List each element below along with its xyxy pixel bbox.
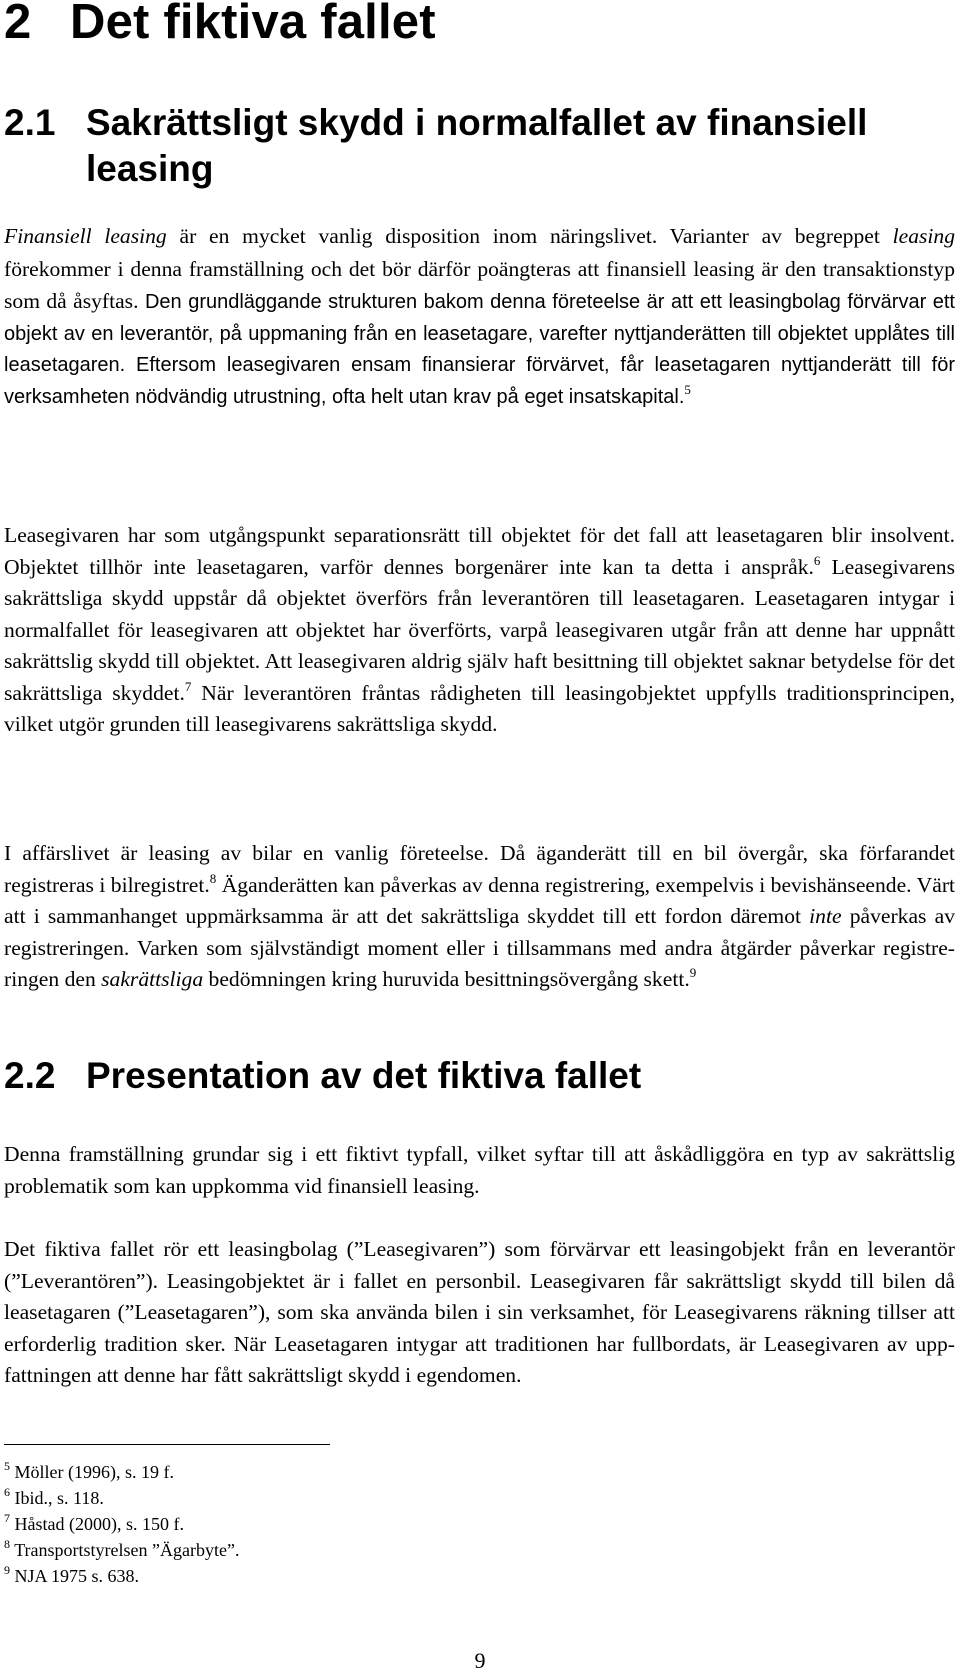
page-number: 9 [474,1648,486,1673]
footnote-ref-7: 7 [184,678,192,694]
term-leasing: leasing [892,224,955,248]
paragraph-2 [4,520,955,741]
paragraph-4: Denna framställning grundar sig i ett fiktivt typfall, vilket syftar till att åskådliggöra en typ av sakrättslig problematik som kan uppkomma vid finansiell leasing. [4,1142,955,1198]
paragraph-1 [4,221,955,413]
section-title: Presentation av det fiktiva fallet [86,1055,642,1096]
paragraph-3-text-a: I affärslivet är leasing av bilar en vanlig företeelse. Då äganderätt till en bil övergår, ska förfarandet registreras i bilregistret. [4,841,955,897]
footnote-7 [4,1511,184,1537]
footnote-number: 9 [4,1563,10,1577]
footnote-divider [4,1444,330,1445]
footnote-ref-5: 5 [684,381,691,397]
emphasis-sakrattsliga: sakrättsliga [101,967,204,991]
paragraph-1-text-a: är en mycket vanlig disposition inom näringslivet. Varianter av begreppet [166,224,893,248]
paragraph-3-text-d: bedömningen kring huruvida besittningsövergång skett. [203,967,690,991]
footnote-ref-8: 8 [209,870,217,886]
footnote-5 [4,1459,174,1485]
footnote-ref-6: 6 [813,552,821,568]
paragraph-2-text-c: När leverantören fråntas rådigheten till leasingobjektet uppfylls traditionsprincipen, vilket utgör grunden till leasegivarens sakrättsliga skydd. [4,680,955,736]
term-finansiell-leasing: Finansiell leasing [4,224,167,248]
footnote-number: 5 [4,1459,10,1473]
paragraph-1-text-b: förekommer i denna framställning och det bör därför poängteras att finansiell leasing är den transaktionstyp som då åsyftas. [4,256,955,313]
footnote-text: NJA 1975 s. 638. [14,1566,140,1586]
emphasis-inte: inte [809,904,842,928]
section-number: 2.1 [4,102,56,143]
footnote-number: 6 [4,1485,10,1499]
footnote-number: 8 [4,1537,10,1551]
footnote-9 [4,1563,139,1589]
footnote-8 [4,1537,239,1563]
chapter-heading [4,0,436,50]
paragraph-3-text-c: påverkas av registreringen. Varken som självständigt moment eller i tillsammans med andra åtgärder påverkar registreringen den [4,904,955,991]
footnote-number: 7 [4,1511,10,1525]
footnote-ref-9: 9 [689,965,697,980]
paragraph-2-text-b: Leasegivarens sakrättsliga skydd uppstår då objektet överförs från leverantören till leasetagaren. Leasetagaren intygar i normalfallet för leasegivaren att objektet har överförts, varpå leasegivaren utgår från att denne har uppnått sakrättslig skydd till objektet. Att leasegivaren aldrig själv haft besittning till objektet saknar betydelse för det sakrättsliga skyddet. [4,554,955,705]
chapter-title: Det fiktiva fallet [70,0,436,49]
footnote-text: Transportstyrelsen ”Ägarbyte”. [14,1540,240,1560]
paragraph-2-text-a: Leasegivaren har som utgångspunkt separationsrätt till objektet för det fall att leasetagaren blir insolvent. Objektet tillhör inte leasetagaren, varför dennes borgenärer inte kan ta detta i anspråk. [4,523,955,579]
footnote-6 [4,1485,104,1511]
footnote-text: Ibid., s. 118. [14,1488,104,1508]
paragraph-3-text-b: Äganderätten kan påverkas av denna registrering, exempelvis i bevishänseende. Värt att i sammanhanget uppmärksamma är att det sakrättsliga skyddet till ett fordon däremot [4,872,956,928]
footnote-text: Möller (1996), s. 19 f. [14,1462,174,1482]
footnote-text: Håstad (2000), s. 150 f. [14,1514,184,1534]
section-heading-2-1 [4,100,956,192]
section-heading-2-2 [4,1053,956,1099]
paragraph-1-text-c: Den grundläggande strukturen bakom denna företeelse är att ett leasingbolag förvärvar ett objekt av en leverantör, på uppmaning från en leasetagare, varefter nyttjanderätten till objektet upplåtes till leasetagaren. Eftersom leasegivaren ensam finansierar förvärvet, får leasetagaren nyttjanderätt till för verksamheten nödvändig utrustning, ofta helt utan krav på eget insatskapital. [4,291,955,408]
chapter-number: 2 [4,0,32,49]
section-title: Sakrättsligt skydd i normalfallet av finansiell leasing [86,102,868,189]
paragraph-5: Det fiktiva fallet rör ett leasingbolag (”Leasegivaren”) som förvärvar ett leasingobjekt från en leverantör (”Leverantören”). Leasingobjektet är i fallet en personbil. Leasegivaren får sakrättsligt skydd till bilen då leasetagaren (”Leasetagaren”), som ska använda bilen i sin verksamhet, för Leasegivarens räkning tillser att erforderlig tradition sker. När Leasetagaren intygar att traditionen har fullbordats, är Leasegivaren av uppfattningen att denne har fått sakrättsligt skydd i egendomen. [4,1237,955,1387]
paragraph-3 [4,838,955,996]
section-number: 2.2 [4,1055,56,1096]
